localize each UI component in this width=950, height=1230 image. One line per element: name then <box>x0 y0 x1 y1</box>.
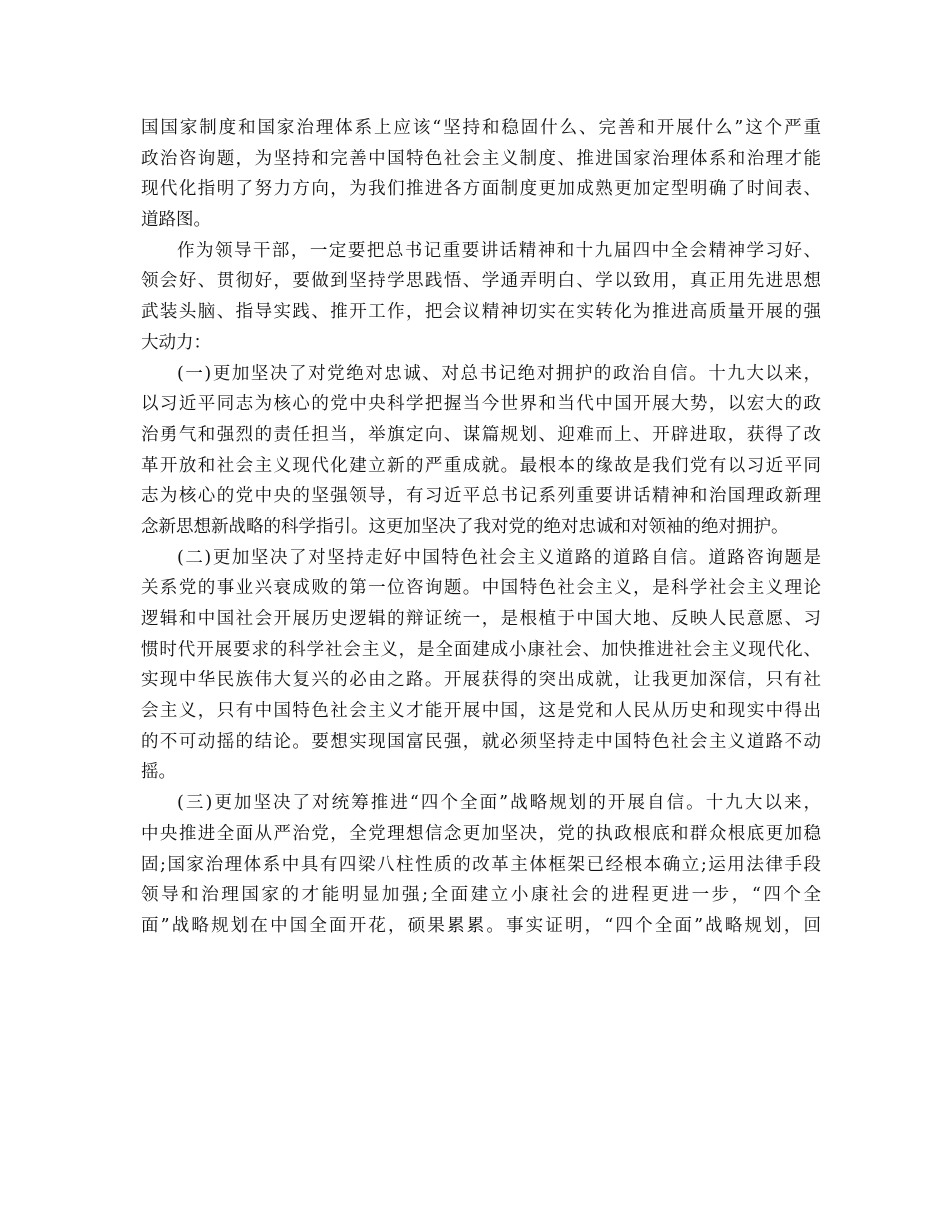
text-line: 道路图。 <box>141 210 211 231</box>
text-line: 面”战略规划在中国全面开花，硕果累累。事实证明，“四个全面”战略规划，回 <box>141 915 821 936</box>
text-line: 固;国家治理体系中具有四梁八柱性质的改革主体框架已经根本确立;运用法律手段 <box>141 854 821 875</box>
text-line: 领会好、贯彻好，要做到坚持学思践悟、学通弄明白、学以致用，真正用先进思想 <box>141 271 821 292</box>
text-line: 革开放和社会主义现代化建立新的严重成就。最根本的缘故是我们党有以习近平同 <box>141 455 821 476</box>
text-line: 关系党的事业兴衰成败的第一位咨询题。中国特色社会主义，是科学社会主义理论 <box>141 578 821 599</box>
text-line: 会主义，只有中国特色社会主义才能开展中国，这是党和人民从历史和现实中得出 <box>141 701 821 722</box>
text-line: 摇。 <box>141 762 176 783</box>
text-line: 现代化指明了努力方向，为我们推进各方面制度更加成熟更加定型明确了时间表、 <box>141 179 821 200</box>
text-line: 武装头脑、指导实践、推开工作，把会议精神切实在实转化为推进高质量开展的强 <box>141 302 821 323</box>
text-line: (一)更加坚决了对党绝对忠诚、对总书记绝对拥护的政治自信。十九大以来， <box>177 363 821 384</box>
text-line: 国国家制度和国家治理体系上应该“坚持和稳固什么、完善和开展什么”这个严重 <box>141 118 821 138</box>
document-body <box>141 113 821 942</box>
text-line: 以习近平同志为核心的党中央科学把握当今世界和当代中国开展大势，以宏大的政 <box>141 394 821 415</box>
text-line: 惯时代开展要求的科学社会主义，是全面建成小康社会、加快推进社会主义现代化、 <box>141 639 821 660</box>
text-line: 中央推进全面从严治党，全党理想信念更加坚决，党的执政根底和群众根底更加稳 <box>141 823 821 844</box>
text-line: (三)更加坚决了对统筹推进“四个全面”战略规划的开展自信。十九大以来， <box>177 793 821 814</box>
text-line: 念新思想新战略的科学指引。这更加坚决了我对党的绝对忠诚和对领袖的绝对拥护。 <box>141 516 789 537</box>
text-line: 逻辑和中国社会开展历史逻辑的辩证统一，是根植于中国大地、反映人民意愿、习 <box>141 609 821 629</box>
text-line: (二)更加坚决了对坚持走好中国特色社会主义道路的道路自信。道路咨询题是 <box>177 547 821 568</box>
text-line: 领导和治理国家的才能明显加强;全面建立小康社会的进程更进一步，“四个全 <box>141 885 821 906</box>
text-line: 志为核心的党中央的坚强领导，有习近平总书记系列重要讲话精神和治国理政新理 <box>141 486 821 507</box>
text-line: 实现中华民族伟大复兴的必由之路。开展获得的突出成就，让我更加深信，只有社 <box>141 670 821 691</box>
text-line: 治勇气和强烈的责任担当，举旗定向、谋篇规划、迎难而上、开辟进取，获得了改 <box>141 424 821 445</box>
text-line: 的不可动摇的结论。要想实现国富民强，就必须坚持走中国特色社会主义道路不动 <box>141 731 821 752</box>
text-line: 政治咨询题，为坚持和完善中国特色社会主义制度、推进国家治理体系和治理才能 <box>141 148 821 169</box>
text-line: 大动力： <box>141 332 211 353</box>
text-line: 作为领导干部，一定要把总书记重要讲话精神和十九届四中全会精神学习好、 <box>177 240 821 261</box>
